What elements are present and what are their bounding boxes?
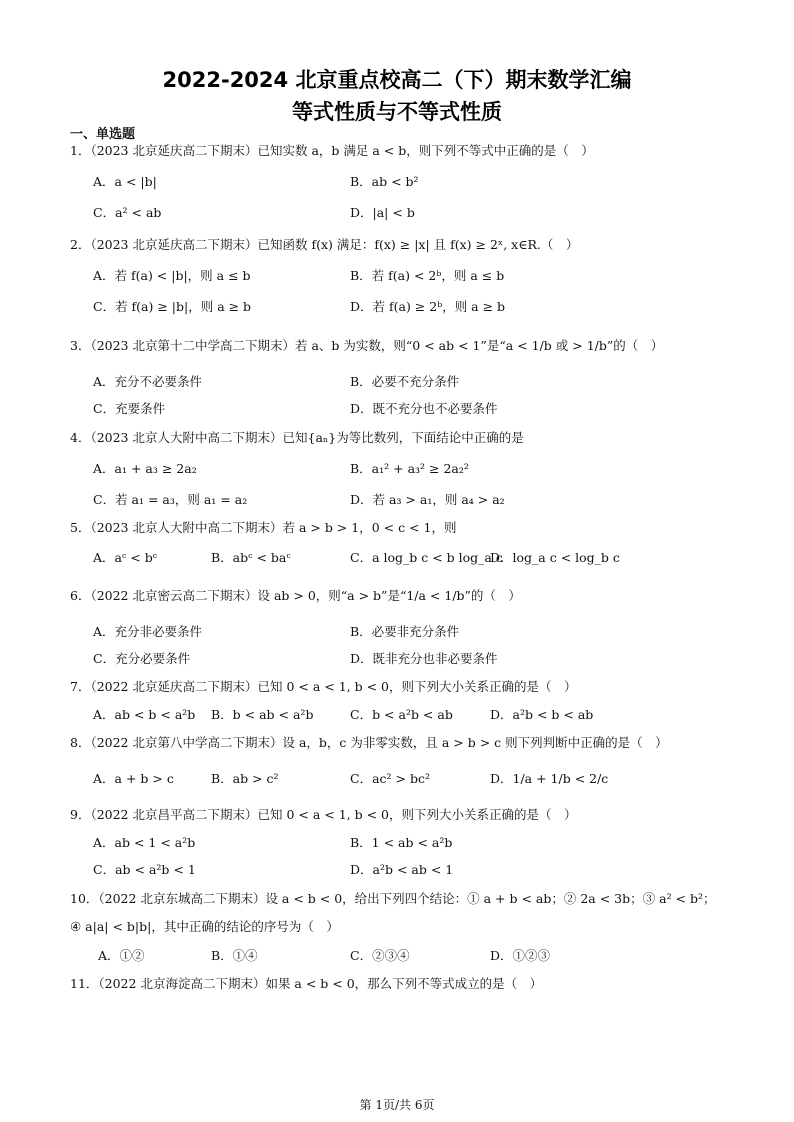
question-5-stem: 5．（2023 北京人大附中高二下期末）若 a > b > 1，0 < c < 1，则	[70, 520, 457, 535]
question-10-stem-continued: ④ a|a| < b|b|，其中正确的结论的序号为（ ）	[70, 919, 339, 934]
question-1-stem: 1．（2023 北京延庆高二下期末）已知实数 a，b 满足 a < b，则下列不等式中正确的是（ ）	[70, 143, 594, 158]
question-5-option-b: B．abᶜ < baᶜ	[211, 550, 291, 565]
question-6-option-c: C．充分必要条件	[93, 651, 191, 666]
question-11-stem: 11．（2022 北京海淀高二下期末）如果 a < b < 0，那么下列不等式成立的是（ ）	[70, 976, 543, 991]
question-7-option-a: A．ab < b < a²b	[93, 707, 196, 722]
question-5-option-c: C．a log_b c < b log_a c	[350, 550, 503, 565]
question-8-option-a: A．a + b > c	[93, 771, 174, 786]
question-1-option-a: A．a < |b|	[93, 174, 157, 189]
question-2-option-c: C．若 f(a) ≥ |b|，则 a ≥ b	[93, 299, 252, 314]
document-subtitle: 等式性质与不等式性质	[292, 100, 502, 124]
question-1-option-c: C．a² < ab	[93, 205, 162, 220]
question-8-option-c: C．ac² > bc²	[350, 771, 430, 786]
question-3-option-d: D．既不充分也不必要条件	[350, 401, 498, 416]
document-title: 2022-2024 北京重点校高二（下）期末数学汇编	[162, 68, 632, 92]
question-10-option-d: D．①②③	[490, 948, 551, 963]
question-8-option-b: B．ab > c²	[211, 771, 279, 786]
question-10-stem: 10．（2022 北京东城高二下期末）设 a < b < 0，给出下列四个结论：① a + b < ab；② 2a < 3b；③ a² < b²；	[70, 891, 716, 906]
question-6-option-a: A．充分非必要条件	[93, 624, 203, 639]
question-1-option-d: D．|a| < b	[350, 205, 415, 220]
question-7-option-d: D．a²b < b < ab	[490, 707, 594, 722]
question-4-option-a: A．a₁ + a₃ ≥ 2a₂	[93, 461, 197, 476]
question-7-option-c: C．b < a²b < ab	[350, 707, 453, 722]
question-4-option-d: D．若 a₃ > a₁，则 a₄ > a₂	[350, 492, 505, 507]
question-9-option-b: B．1 < ab < a²b	[350, 835, 453, 850]
question-9-option-d: D．a²b < ab < 1	[350, 862, 454, 877]
question-2-option-a: A．若 f(a) < |b|，则 a ≤ b	[93, 268, 251, 283]
question-8-stem: 8．（2022 北京第八中学高二下期末）设 a，b，c 为非零实数，且 a > b > c 则下列判断中正确的是（ ）	[70, 735, 668, 750]
page-footer: 第 1页/共 6页	[359, 1098, 435, 1112]
question-6-option-b: B．必要非充分条件	[350, 624, 460, 639]
question-5-option-a: A．aᶜ < bᶜ	[93, 550, 158, 565]
question-2-stem: 2．（2023 北京延庆高二下期末）已知函数 f(x) 满足：f(x) ≥ |x| 且 f(x) ≥ 2ˣ, x∈R.（ ）	[70, 237, 579, 252]
question-3-option-a: A．充分不必要条件	[93, 374, 203, 389]
question-4-stem: 4．（2023 北京人大附中高二下期末）已知{aₙ}为等比数列，下面结论中正确的是	[70, 430, 524, 445]
question-5-option-d: D．log_a c < log_b c	[490, 550, 620, 565]
question-2-option-b: B．若 f(a) < 2ᵇ，则 a ≤ b	[350, 268, 505, 283]
question-3-stem: 3．（2023 北京第十二中学高二下期末）若 a、b 为实数，则“0 < ab < 1”是“a < 1/b 或 > 1/b”的（ ）	[70, 338, 664, 353]
question-9-stem: 9．（2022 北京昌平高二下期末）已知 0 < a < 1, b < 0，则下列大小关系正确的是（ ）	[70, 807, 577, 822]
question-7-stem: 7．（2022 北京延庆高二下期末）已知 0 < a < 1, b < 0，则下列大小关系正确的是（ ）	[70, 679, 577, 694]
question-9-option-a: A．ab < 1 < a²b	[93, 835, 196, 850]
question-4-option-c: C．若 a₁ = a₃，则 a₁ = a₂	[93, 492, 248, 507]
question-6-stem: 6．（2022 北京密云高二下期末）设 ab > 0，则“a > b”是“1/a < 1/b”的（ ）	[70, 588, 521, 603]
question-3-option-c: C．充要条件	[93, 401, 166, 416]
question-6-option-d: D．既非充分也非必要条件	[350, 651, 498, 666]
section-heading: 一、单选题	[70, 127, 136, 142]
question-1-option-b: B．ab < b²	[350, 174, 419, 189]
question-2-option-d: D．若 f(a) ≥ 2ᵇ，则 a ≥ b	[350, 299, 506, 314]
question-10-option-a: A．①②	[98, 948, 145, 963]
question-7-option-b: B．b < ab < a²b	[211, 707, 314, 722]
question-10-option-b: B．①④	[211, 948, 258, 963]
question-8-option-d: D．1/a + 1/b < 2/c	[490, 771, 609, 786]
question-10-option-c: C．②③④	[350, 948, 410, 963]
question-3-option-b: B．必要不充分条件	[350, 374, 460, 389]
question-4-option-b: B．a₁² + a₃² ≥ 2a₂²	[350, 461, 469, 476]
question-9-option-c: C．ab < a²b < 1	[93, 862, 196, 877]
